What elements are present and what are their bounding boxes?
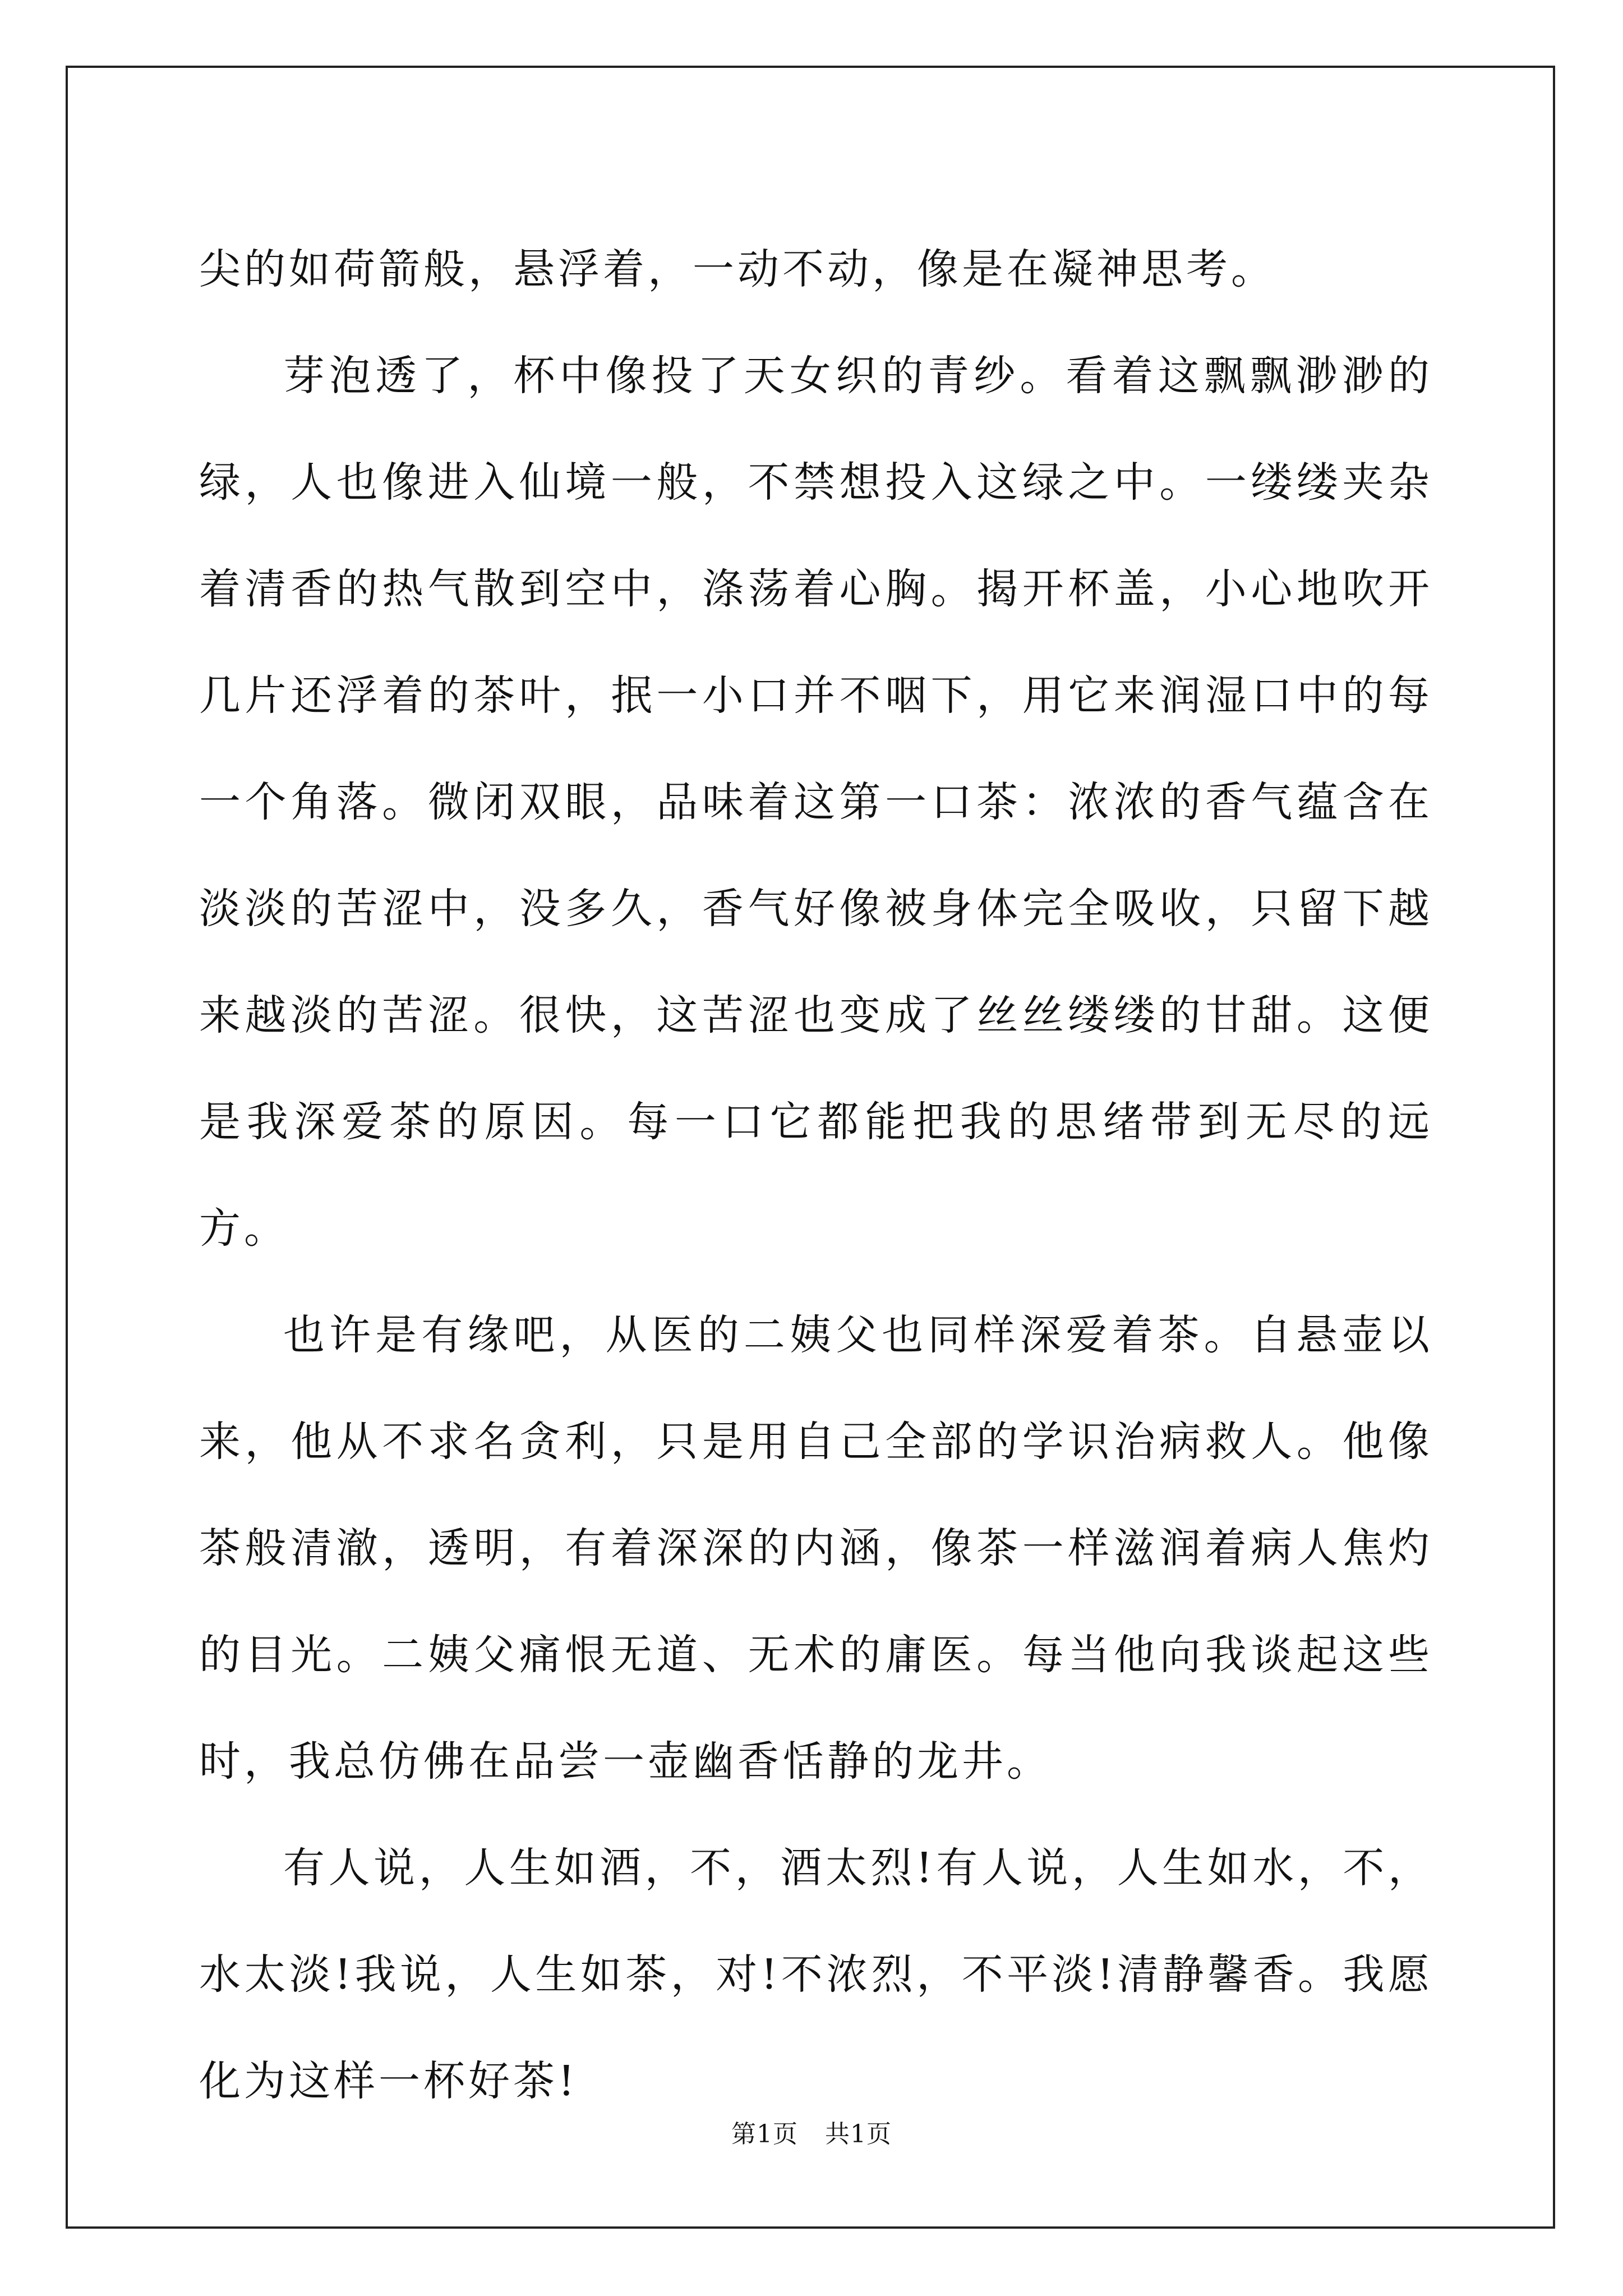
paragraph-4: 有人说，人生如酒，不，酒太烈!有人说，人生如水，不，水太淡!我说，人生如茶，对!不浓烈，不平淡!清静馨香。我愿化为这样一杯好茶! xyxy=(199,1844,1433,2105)
page-footer xyxy=(0,2118,1623,2151)
page-number: 第1页 xyxy=(731,2120,798,2148)
paragraph-3: 也许是有缘吧，从医的二姨父也同样深爱着茶。自悬壶以来，他从不求名贪利，只是用自己全部的学识治病救人。他像茶般清澈，透明，有着深深的内涵，像茶一样滋润着病人焦灼的目光。二姨父痛恨无道、无术的庸医。每当他向我谈起这些时，我总仿佛在品尝一壶幽香恬静的龙井。 xyxy=(199,1311,1433,1786)
paragraph-2: 芽泡透了，杯中像投了天女织的青纱。看着这飘飘渺渺的绿，人也像进入仙境一般，不禁想投入这绿之中。一缕缕夹杂着清香的热气散到空中，涤荡着心胸。揭开杯盖，小心地吹开几片还浮着的茶叶，抿一小口并不咽下，用它来润湿口中的每一个角落。微闭双眼，品味着这第一口茶：浓浓的香气蕴含在淡淡的苦涩中，没多久，香气好像被身体完全吸收，只留下越来越淡的苦涩。很快，这苦涩也变成了丝丝缕缕的甘甜。这便是我深爱茶的原因。每一口它都能把我的思绪带到无尽的远方。 xyxy=(199,352,1433,1253)
paragraph-1: 尖的如荷箭般，悬浮着，一动不动，像是在凝神思考。 xyxy=(199,245,1276,293)
document-body xyxy=(199,216,1433,2134)
page-total: 共1页 xyxy=(825,2120,892,2148)
